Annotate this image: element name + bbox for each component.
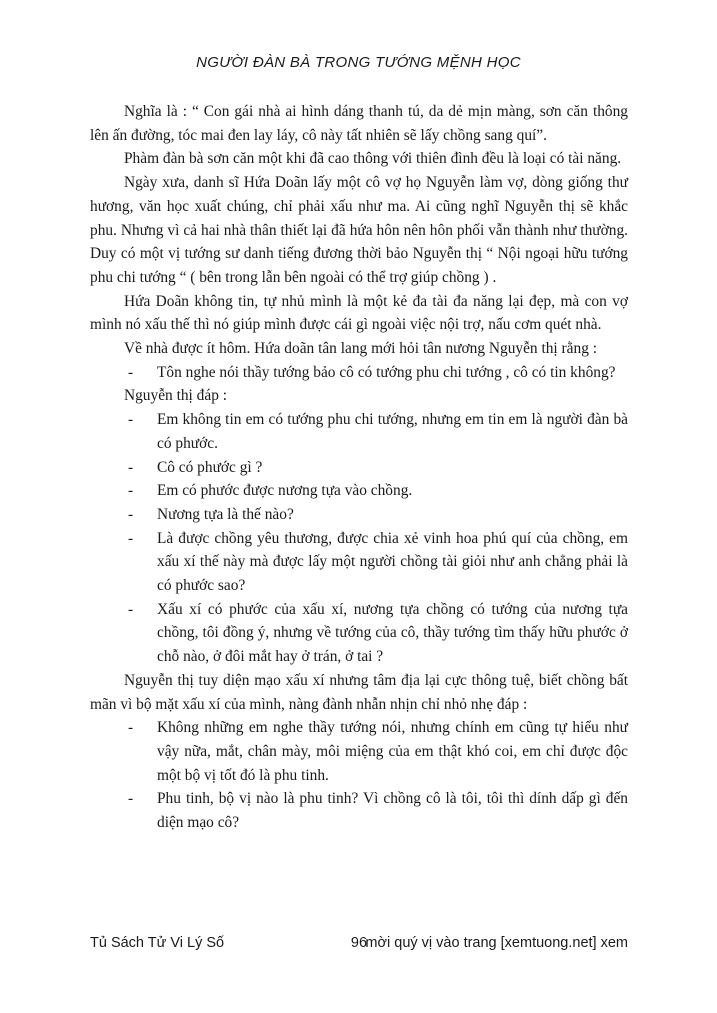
paragraph: Nguyễn thị đáp : bbox=[124, 387, 228, 405]
footer-page-number: 96 bbox=[350, 935, 368, 951]
dash-bullet: - bbox=[128, 411, 134, 429]
dash-bullet: - bbox=[128, 482, 134, 500]
dialogue-text: Phu tinh, bộ vị nào là phu tinh? Vì chồng cô là tôi, tôi thì dính dấp gì đến diện mạo cô? bbox=[157, 790, 628, 832]
paragraph: Phàm đàn bà sơn căn một khi đã cao thông với thiên đình đều là loại có tài năng. bbox=[124, 150, 622, 168]
dialogue-text: Em có phước được nương tựa vào chồng. bbox=[157, 482, 413, 500]
dialogue-item bbox=[90, 503, 628, 527]
page-title: NGƯỜI ĐÀN BÀ TRONG TƯỚNG MỆNH HỌC bbox=[196, 54, 521, 71]
dialogue-item bbox=[90, 456, 628, 480]
footer-series: Tủ Sách Tử Vi Lý Số bbox=[90, 935, 225, 951]
dialogue-item bbox=[90, 408, 628, 455]
dialogue-text: Không những em nghe thầy tướng nói, nhưng chính em cũng tự hiểu như vậy nữa, mắt, chân mày, môi miệng của em thật khó coi, em chỉ được độc một bộ vị tốt đó là phu tinh. bbox=[157, 719, 628, 784]
dash-bullet: - bbox=[128, 719, 134, 737]
dialogue-item bbox=[90, 598, 628, 669]
dash-bullet: - bbox=[128, 505, 134, 523]
paragraph: Ngày xưa, danh sĩ Hứa Doãn lấy một cô vợ họ Nguyễn làm vợ, dòng giống thư hương, văn học xuất chúng, chỉ phải xấu như ma. Ai cũng nghĩ Nguyễn thị sẽ khắc phu. Nhưng vì cả hai nhà thân thiết lại đã hứa hôn nên hôn phối vẫn thành như thường. Duy có một vị tướng sư danh tiếng đương thời bảo Nguyễn thị “ Nội ngoại hữu tướng phu chi tướng “ ( bên trong lẫn bên ngoài có thể trợ giúp chồng ) . bbox=[90, 174, 628, 286]
dialogue-text: Xấu xí có phước của xấu xí, nương tựa chồng có tướng của nương tựa chồng, tôi đồng ý, nhưng về tướng của cô, thầy tướng tìm thấy hữu phước ở chỗ nào, ở đôi mắt hay ở trán, ở tai ? bbox=[157, 600, 628, 666]
dialogue-item bbox=[90, 527, 628, 598]
paragraph: Nghĩa là : “ Con gái nhà ai hình dáng thanh tú, da dẻ mịn màng, sơn căn thông lên ấn đường, tóc mai đen lay láy, cô này tất nhiên sẽ lấy chồng sang quí”. bbox=[90, 103, 628, 144]
dash-bullet: - bbox=[128, 458, 134, 476]
paragraph: Về nhà được ít hôm. Hứa doãn tân lang mới hỏi tân nương Nguyễn thị rằng : bbox=[124, 340, 598, 358]
dialogue-text: Tôn nghe nói thầy tướng bảo cô có tướng phu chi tướng , cô có tin không? bbox=[157, 363, 616, 381]
paragraph: Nguyễn thị tuy diện mạo xấu xí nhưng tâm địa lại cực thông tuệ, biết chồng bất mãn vì bộ mặt xấu xí của mình, nàng đành nhẫn nhịn chỉ nhỏ nhẹ đáp : bbox=[90, 671, 628, 713]
dash-bullet: - bbox=[128, 363, 134, 381]
dialogue-item bbox=[90, 787, 628, 834]
dialogue-item bbox=[90, 361, 628, 385]
dialogue-item bbox=[90, 716, 628, 787]
dash-bullet: - bbox=[128, 600, 134, 618]
footer-note: mời quý vị vào trang [xemtuong.net] xem bbox=[365, 935, 628, 951]
body-text bbox=[90, 100, 628, 835]
dialogue-item bbox=[90, 479, 628, 503]
page-footer bbox=[90, 935, 628, 955]
paragraph: Hứa Doãn không tin, tự nhủ mình là một kẻ đa tài đa năng lại đẹp, mà con vợ mình nó xấu thế thì nó giúp mình được cái gì ngoài việc nội trợ, nấu cơm quét nhà. bbox=[90, 292, 628, 334]
dialogue-text: Nương tựa là thế nào? bbox=[157, 505, 294, 523]
dialogue-text: Cô có phước gì ? bbox=[157, 458, 263, 476]
dialogue-text: Là được chồng yêu thương, được chia xẻ vinh hoa phú quí của chồng, em xấu xí thế này mà được lấy một người chồng tài giỏi như anh chẳng phải là có phước sao? bbox=[157, 529, 628, 595]
dash-bullet: - bbox=[128, 790, 134, 808]
dialogue-text: Em không tin em có tướng phu chi tướng, nhưng em tin em là người đàn bà có phước. bbox=[157, 411, 628, 452]
dash-bullet: - bbox=[128, 529, 134, 547]
